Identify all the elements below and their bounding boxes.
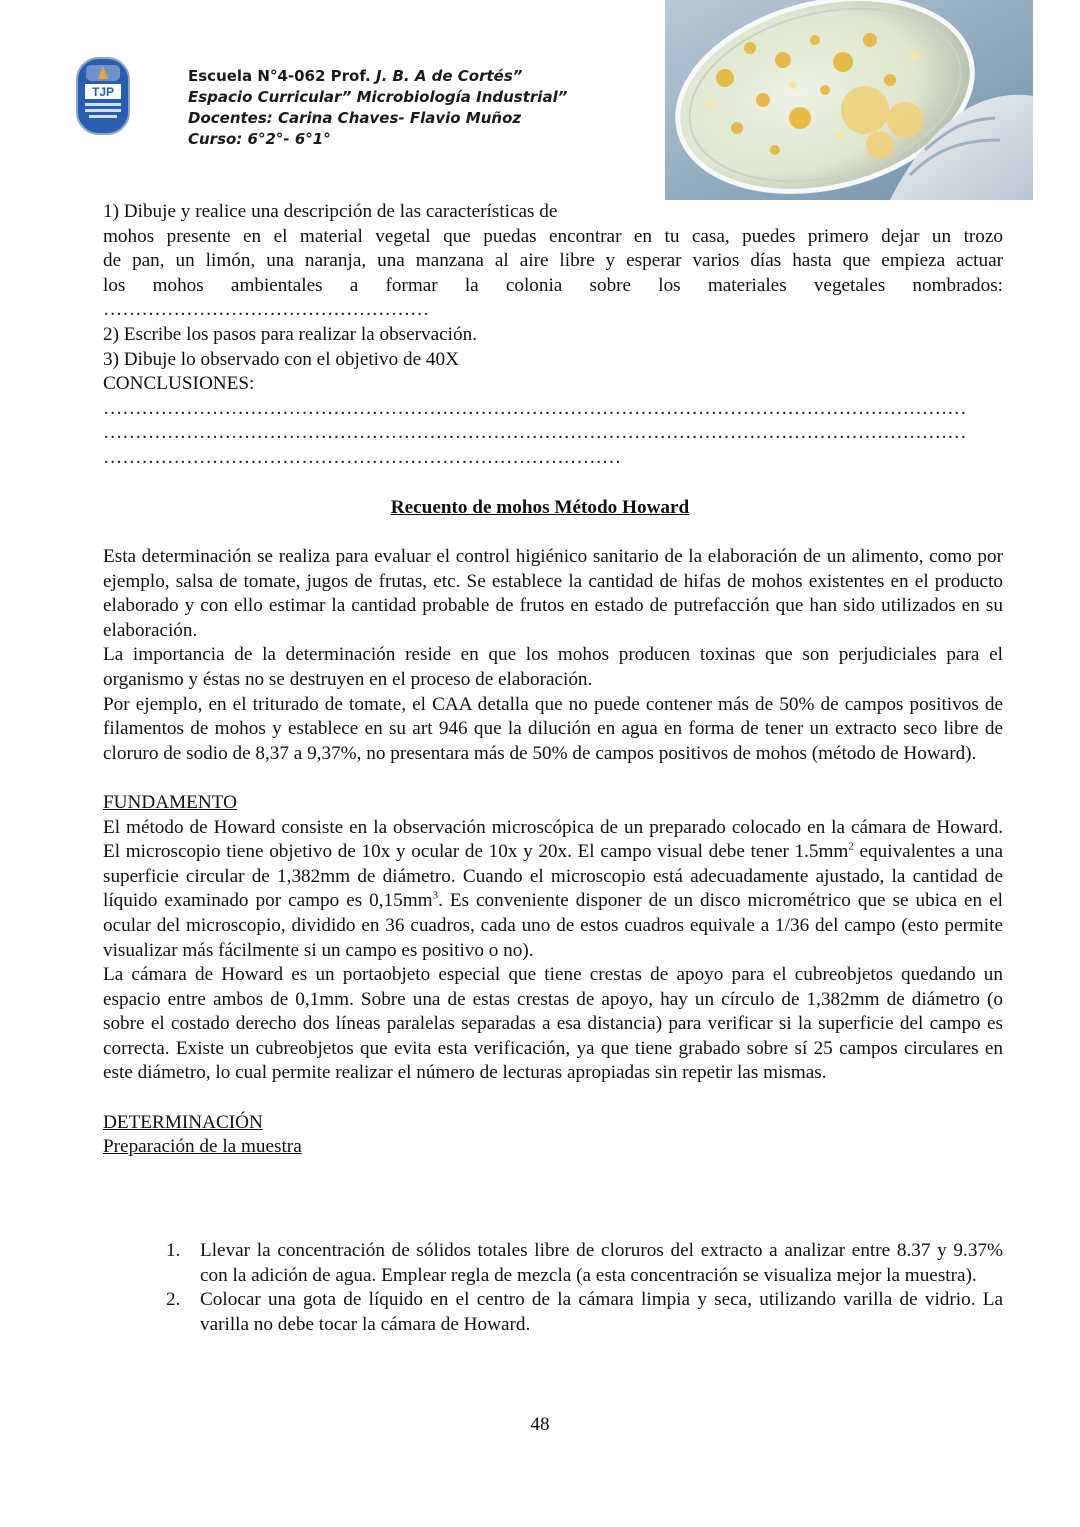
answer-dots-3: ……………………………………………………………………… (103, 446, 622, 468)
answer-dots-2: ……………………………………………………………………………………………………………………… (103, 422, 967, 444)
answer-dots-q1: …………………………………………… (103, 299, 430, 321)
answer-dots-1: ……………………………………………………………………………………………………………………… (103, 397, 967, 419)
header-block (188, 66, 567, 150)
course-line: Curso: 6°2°- 6°1° (188, 130, 331, 148)
step-number: 2. (166, 1289, 181, 1311)
school-name: Escuela N°4-062 Prof. J. B. A de Cortés” (188, 67, 523, 85)
paragraph-example: Por ejemplo, en el triturado de tomate, el CAA detalla que no puede contener más de 50% de campos positivos de filamentos de mohos y establece en su art 946 que la dilución en agua en forma de tener un extracto seco libre de cloruro de sodio de 8,37 a 9,37%, no presentara más de 50% de campos positivos de mohos (método de Howard). (103, 693, 1003, 764)
step-text: Llevar la concentración de sólidos totales libre de cloruros del extracto a analizar entre 8.37 y 9.37% con la adición de agua. Emplear regla de mezcla (a esta concentración se visualiza mejor la muestra). (200, 1240, 1003, 1286)
logo-text: TJP (91, 85, 115, 99)
list-item (103, 1288, 1003, 1337)
step-number: 1. (166, 1240, 181, 1261)
subject-line: Espacio Curricular” Microbiología Industrial” (188, 88, 568, 106)
section-title: Recuento de mohos Método Howard (390, 497, 690, 518)
superscript-3: 3 (432, 889, 439, 902)
paragraph-intro: Esta determinación se realiza para evaluar el control higiénico sanitario de la elaboración de un alimento, como por ejemplo, salsa de tomate, jugos de frutas, etc. Se establece la cantidad de hifas de mohos existentes en el producto elaborado y con ello estimar la cantidad probable de frutos en estado de putrefacción que han sido utilizados en su elaboración. (103, 546, 1003, 641)
heading-fundamento: FUNDAMENTO (103, 791, 237, 813)
step-text: Colocar una gota de líquido en el centro de la cámara limpia y seca, utilizando varilla de vidrio. La varilla no debe tocar la cámara de Howard. (200, 1289, 1003, 1335)
heading-determinacion: DETERMINACIÓN (103, 1111, 263, 1133)
superscript-2: 2 (848, 840, 854, 853)
question-3: 3) Dibuje lo observado con el objetivo de 40X (103, 348, 459, 370)
paragraph-importance: La importancia de la determinación reside en que los mohos producen toxinas que son perjudiciales para el organismo y éstas no se destruyen en el proceso de elaboración. (103, 644, 1003, 690)
heading-preparacion: Preparación de la muestra (103, 1136, 302, 1158)
steps-list (103, 1239, 1003, 1337)
paragraph-fundamento: El método de Howard consiste en la observación microscópica de un preparado colocado en la cámara de Howard. El microscopio tiene objetivo de 10x y ocular de 10x y 20x. El campo visual debe tener $1.5mm^2$ equivalentes a una superficie circular de 1,382mm de diámetro. Cuando el microscopio está adecuadamente ajustado, la cantidad de líquido examinado por campo es $0,15mm^3$. Es conveniente disponer de un disco micrométrico que se ubica en el ocular del microscopio, dividido en 36 cuadros, cada uno de estos cuadros equivale a 1/36 del campo (esto permite visualizar más fácilmente si un campo es positivo o no). (103, 816, 1004, 961)
question-1-line-4: los mohos ambientales a formar la colonia sobre los materiales vegetales nombrados: (103, 274, 1003, 296)
school-name-italic: J. B. A de Cortés” (375, 67, 523, 85)
conclusions-label: CONCLUSIONES: (103, 373, 255, 395)
teachers-line: Docentes: Carina Chaves- Flavio Muñoz (188, 109, 522, 127)
page-number: 48 (530, 1414, 550, 1435)
question-2: 2) Escribe los pasos para realizar la observación. (103, 323, 477, 345)
petri-dish-image (665, 0, 1033, 200)
question-1-line-3: de pan, un limón, una naranja, una manzana al aire libre y esperar varios días hasta que empieza actuar (103, 250, 1003, 272)
body-block (103, 545, 1003, 1160)
intro-block (103, 200, 1003, 471)
school-logo (76, 57, 130, 135)
question-1-line-2: mohos presente en el material vegetal que puedas encontrar en tu casa, puedes primero dejar un trozo (103, 225, 1003, 247)
question-1: 1) Dibuje y realice una descripción de las características de (103, 201, 558, 222)
paragraph-camara: La cámara de Howard es un portaobjeto especial que tiene crestas de apoyo para el cubreobjetos quedando un espacio entre ambos de 0,1mm. Sobre una de estas crestas de apoyo, hay un círculo de 1,382mm de diámetro (o sobre el costado derecho dos líneas paralelas separadas a esa distancia) para verificar si la superficie del campo es correcta. Existe un cubreobjetos que evita esta verificación, ya que tiene grabado sobre sí 25 campos circulares en este diámetro, lo cual permite realizar el número de lecturas apropiadas sin repetir las mismas. (103, 964, 1003, 1084)
list-item (103, 1239, 1003, 1288)
